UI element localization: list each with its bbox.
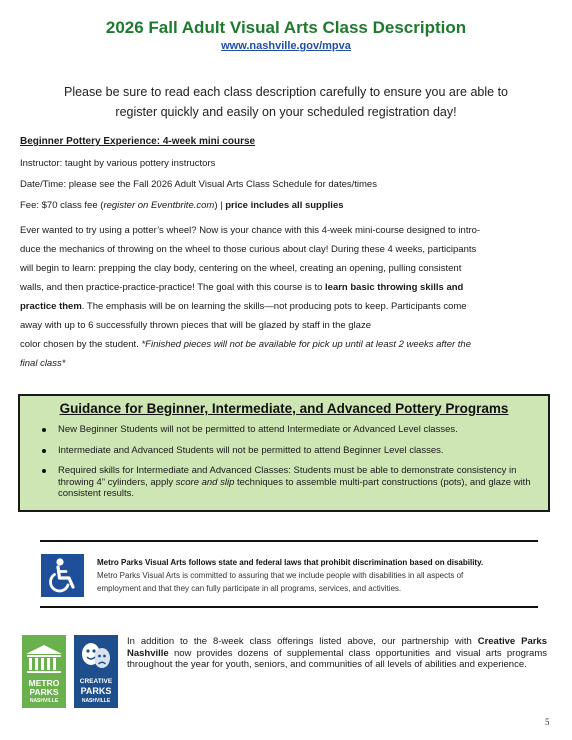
creative-logo-line-2: PARKS (80, 686, 112, 696)
course-fee (20, 200, 550, 212)
creative-logo-line-3: NASHVILLE (81, 698, 111, 704)
guidance-title: Guidance for Beginner, Intermediate, and Advanced Pottery Programs (59, 401, 509, 416)
page-number: 5 (545, 717, 550, 727)
guidance-item (42, 465, 534, 500)
divider-bottom (40, 606, 538, 608)
bullet-icon (42, 469, 46, 473)
desc-line-4-text: walls, and then practice-practice-practice! The goal with this course is to (20, 282, 326, 293)
desc-line-8 (20, 354, 550, 373)
desc-line-7-text: color chosen by the student. (20, 339, 142, 350)
desc-line-5-text: . The emphasis will be on learning the skills—not producing pots to keep. Participants come (81, 301, 467, 312)
desc-line-3: will begin to learn: prepping the clay body, centering on the wheel, creating an opening, pulling consistent (20, 263, 462, 274)
website-link[interactable]: www.nashville.gov/mpva (221, 40, 351, 52)
fee-separator: ) | (214, 200, 226, 211)
page-title: 2026 Fall Adult Visual Arts Class Description (105, 18, 467, 37)
course-description (20, 221, 550, 373)
desc-line-4-bold: learn basic throwing skills and (325, 282, 464, 293)
guidance-item-text: Required skills for Intermediate and Advanced Classes: Students must be able to demonstrate consistency in throwing 4” cylinders, apply (58, 465, 517, 488)
guidance-item-text: Intermediate and Advanced Students will not be permitted to attend Beginner Level classes. (58, 444, 444, 456)
desc-line-1: Ever wanted to try using a potter’s wheel? Now is your chance with this 4-week mini-course designed to intro- (20, 225, 481, 236)
desc-line-7-italic: *Finished pieces will not be available for pick up until at least 2 weeks after the (141, 339, 471, 350)
guidance-item-text-end: techniques to assemble multi-part constructions (pots), and glaze with consistent results. (58, 476, 531, 499)
course-heading: Beginner Pottery Experience: 4-week mini course (20, 136, 256, 147)
intro-line-1: Please be sure to read each class description carefully to ensure you are able to (63, 85, 508, 99)
guidance-item-text: New Beginner Students will not be permitted to attend Intermediate or Advanced Level classes. (58, 424, 458, 435)
metro-logo-line-2: PARKS (29, 687, 59, 697)
creative-parks-logo (74, 635, 118, 708)
course-instructor: Instructor: taught by various pottery instructors (20, 158, 216, 169)
ada-statement (97, 556, 547, 595)
desc-line-7 (20, 335, 550, 354)
partnership-paragraph (127, 636, 547, 671)
bullet-icon (42, 428, 46, 432)
metro-logo-line-3: NASHVILLE (29, 698, 59, 704)
guidance-list (20, 424, 548, 500)
guidance-item (42, 445, 534, 457)
ada-line-2: Metro Parks Visual Arts is committed to assuring that we include people with disabilities in all aspects of (97, 571, 464, 580)
metro-parks-logo (22, 635, 66, 708)
fee-prefix: Fee: $70 class fee ( (20, 200, 104, 211)
metro-logo-line-1: METRO (28, 678, 60, 688)
desc-line-5 (20, 297, 550, 316)
ada-line-3: employment and that they can fully participate in all programs, services, and activities. (97, 584, 402, 593)
intro-text (40, 82, 532, 122)
partner-text-start: In addition to the 8-week class offerings listed above, our partnership with (127, 636, 478, 647)
desc-line-2: duce the mechanics of throwing on the wheel to those curious about clay! During these 4 weeks, participants (20, 244, 477, 255)
partner-text-end: now provides dozens of supplemental class opportunities and visual arts programs throughout the year for youth, seniors, and communities of all levels of abilities and experience. (127, 647, 547, 670)
fee-supplies-note: price includes all supplies (225, 200, 344, 211)
wheelchair-glyph (41, 554, 84, 597)
parthenon-icon (22, 637, 66, 677)
desc-line-6: away with up to 6 successfully thrown pieces that will be glazed by staff in the glaze (20, 320, 371, 331)
intro-line-2: register quickly and easily on your scheduled registration day! (115, 105, 457, 119)
course-section (20, 136, 550, 373)
desc-line-4 (20, 278, 550, 297)
ada-lead: Metro Parks Visual Arts follows state and federal laws that prohibit discrimination based on disability. (97, 558, 484, 567)
wheelchair-accessibility-icon (41, 554, 84, 597)
fee-register-note: register on Eventbrite.com (103, 200, 215, 211)
partner-name: Creative Parks Nashville (127, 636, 547, 659)
course-datetime: Date/Time: please see the Fall 2026 Adult Visual Arts Class Schedule for dates/times (20, 179, 377, 190)
guidance-box (18, 394, 550, 512)
bullet-icon (42, 449, 46, 453)
desc-line-5-bold: practice them (20, 301, 82, 312)
desc-line-8-italic: final class* (20, 358, 66, 369)
guidance-item-italic: score and slip (175, 476, 235, 488)
theater-masks-icon (74, 637, 118, 677)
guidance-item (42, 424, 534, 436)
divider-top (40, 540, 538, 542)
creative-logo-line-1: CREATIVE (79, 678, 113, 685)
